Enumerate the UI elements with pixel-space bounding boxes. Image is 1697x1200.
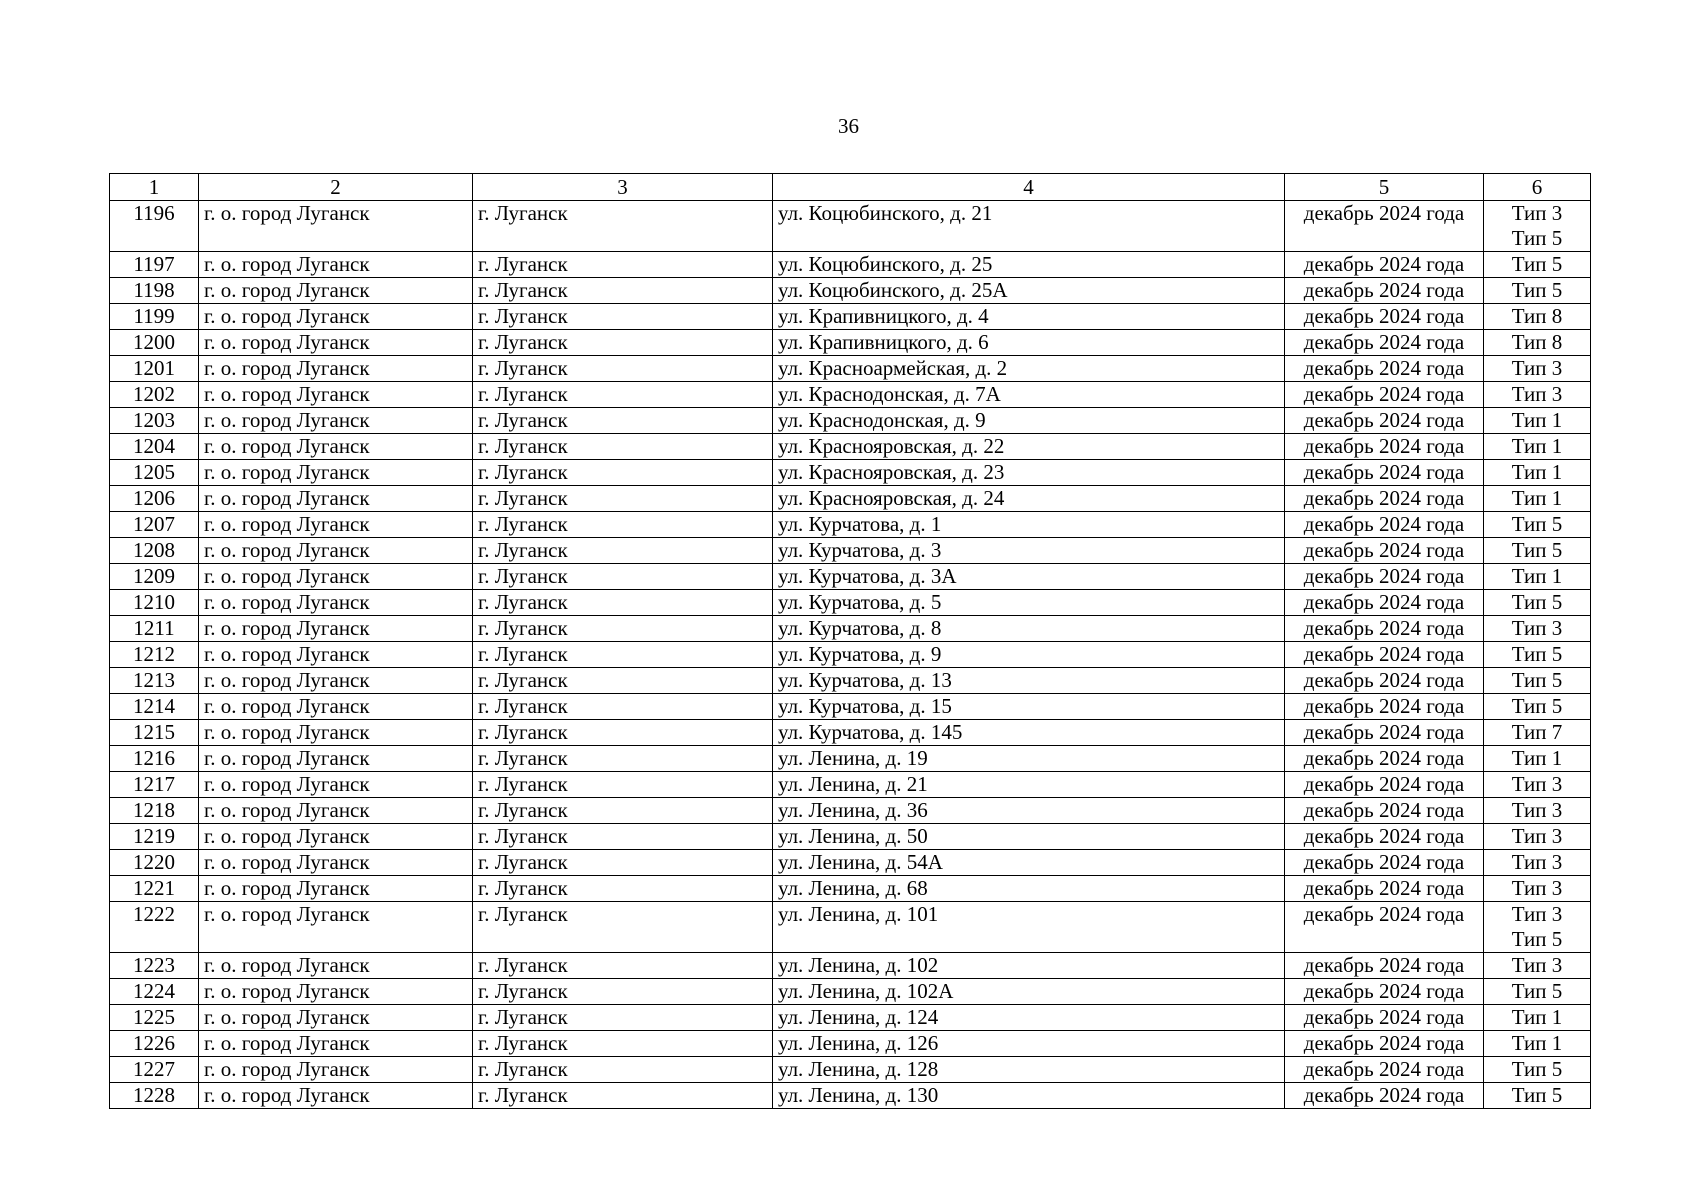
type-label: Тип 1 [1511, 434, 1563, 458]
column-header-6: 6 [1484, 174, 1591, 201]
city-cell: г. Луганск [473, 408, 773, 434]
period-cell: декабрь 2024 года [1285, 382, 1484, 408]
period-cell: декабрь 2024 года [1285, 824, 1484, 850]
address-cell: ул. Ленина, д. 54А [773, 850, 1285, 876]
district-cell: г. о. город Луганск [199, 668, 473, 694]
district-cell: г. о. город Луганск [199, 1057, 473, 1083]
type-cell [1484, 1057, 1591, 1083]
row-number: 1228 [110, 1083, 199, 1109]
district-cell: г. о. город Луганск [199, 642, 473, 668]
city-cell: г. Луганск [473, 330, 773, 356]
row-number: 1218 [110, 798, 199, 824]
type-label: Тип 3 [1511, 772, 1563, 796]
address-cell: ул. Курчатова, д. 1 [773, 512, 1285, 538]
district-cell: г. о. город Луганск [199, 201, 473, 252]
type-label: Тип 1 [1511, 746, 1563, 770]
row-number: 1201 [110, 356, 199, 382]
type-label: Тип 1 [1511, 486, 1563, 510]
type-cell [1484, 538, 1591, 564]
type-label: Тип 7 [1511, 720, 1563, 744]
table-row [110, 512, 1591, 538]
address-cell: ул. Курчатова, д. 145 [773, 720, 1285, 746]
table-row [110, 772, 1591, 798]
type-cell [1484, 876, 1591, 902]
city-cell: г. Луганск [473, 382, 773, 408]
row-number: 1220 [110, 850, 199, 876]
district-cell: г. о. город Луганск [199, 616, 473, 642]
district-cell: г. о. город Луганск [199, 278, 473, 304]
period-cell: декабрь 2024 года [1285, 668, 1484, 694]
row-number: 1202 [110, 382, 199, 408]
period-cell: декабрь 2024 года [1285, 330, 1484, 356]
period-cell: декабрь 2024 года [1285, 408, 1484, 434]
column-header-2: 2 [199, 174, 473, 201]
type-label: Тип 3 [1511, 850, 1563, 874]
column-header-1: 1 [110, 174, 199, 201]
table-row [110, 798, 1591, 824]
column-header-4: 4 [773, 174, 1285, 201]
type-cell [1484, 746, 1591, 772]
row-number: 1207 [110, 512, 199, 538]
type-cell [1484, 668, 1591, 694]
address-cell: ул. Курчатова, д. 3 [773, 538, 1285, 564]
district-cell: г. о. город Луганск [199, 720, 473, 746]
district-cell: г. о. город Луганск [199, 590, 473, 616]
type-cell [1484, 720, 1591, 746]
period-cell: декабрь 2024 года [1285, 590, 1484, 616]
row-number: 1196 [110, 201, 199, 252]
period-cell: декабрь 2024 года [1285, 304, 1484, 330]
district-cell: г. о. город Луганск [199, 382, 473, 408]
type-cell [1484, 772, 1591, 798]
page-number: 36 [838, 114, 859, 138]
row-number: 1221 [110, 876, 199, 902]
period-cell: декабрь 2024 года [1285, 694, 1484, 720]
period-cell: декабрь 2024 года [1285, 772, 1484, 798]
district-cell: г. о. город Луганск [199, 850, 473, 876]
period-cell: декабрь 2024 года [1285, 902, 1484, 953]
type-cell [1484, 460, 1591, 486]
address-cell: ул. Краснодонская, д. 7А [773, 382, 1285, 408]
header-row [110, 174, 1591, 201]
period-cell: декабрь 2024 года [1285, 1057, 1484, 1083]
row-number: 1211 [110, 616, 199, 642]
period-cell: декабрь 2024 года [1285, 746, 1484, 772]
address-cell: ул. Ленина, д. 126 [773, 1031, 1285, 1057]
type-label: Тип 3 [1511, 953, 1563, 977]
table-row [110, 850, 1591, 876]
period-cell: декабрь 2024 года [1285, 486, 1484, 512]
table-row [110, 953, 1591, 979]
type-cell [1484, 408, 1591, 434]
row-number: 1206 [110, 486, 199, 512]
table-row [110, 668, 1591, 694]
column-header-3: 3 [473, 174, 773, 201]
table-row [110, 278, 1591, 304]
type-cell [1484, 1083, 1591, 1109]
type-label: Тип 3 [1511, 824, 1563, 848]
type-label: Тип 3 [1511, 798, 1563, 822]
district-cell: г. о. город Луганск [199, 486, 473, 512]
address-cell: ул. Курчатова, д. 8 [773, 616, 1285, 642]
period-cell: декабрь 2024 года [1285, 642, 1484, 668]
type-cell [1484, 486, 1591, 512]
type-label: Тип 1 [1511, 408, 1563, 432]
type-label: Тип 5 [1511, 590, 1563, 614]
type-cell [1484, 642, 1591, 668]
table-row [110, 434, 1591, 460]
city-cell: г. Луганск [473, 876, 773, 902]
address-cell: ул. Крапивницкого, д. 6 [773, 330, 1285, 356]
table-row [110, 1005, 1591, 1031]
district-cell: г. о. город Луганск [199, 798, 473, 824]
column-header-5: 5 [1285, 174, 1484, 201]
type-label: Тип 5 [1511, 252, 1563, 276]
period-cell: декабрь 2024 года [1285, 953, 1484, 979]
district-cell: г. о. город Луганск [199, 953, 473, 979]
address-cell: ул. Ленина, д. 21 [773, 772, 1285, 798]
period-cell: декабрь 2024 года [1285, 278, 1484, 304]
type-cell [1484, 252, 1591, 278]
district-cell: г. о. город Луганск [199, 356, 473, 382]
period-cell: декабрь 2024 года [1285, 356, 1484, 382]
type-cell [1484, 356, 1591, 382]
table-row [110, 304, 1591, 330]
district-cell: г. о. город Луганск [199, 538, 473, 564]
address-cell: ул. Коцюбинского, д. 25 [773, 252, 1285, 278]
table-row [110, 252, 1591, 278]
address-cell: ул. Курчатова, д. 15 [773, 694, 1285, 720]
table-header [110, 174, 1591, 201]
type-label: Тип 5 [1511, 1083, 1563, 1107]
district-cell: г. о. город Луганск [199, 330, 473, 356]
city-cell: г. Луганск [473, 1005, 773, 1031]
city-cell: г. Луганск [473, 772, 773, 798]
address-cell: ул. Курчатова, д. 3А [773, 564, 1285, 590]
district-cell: г. о. город Луганск [199, 512, 473, 538]
address-cell: ул. Курчатова, д. 13 [773, 668, 1285, 694]
type-cell [1484, 616, 1591, 642]
type-cell [1484, 564, 1591, 590]
period-cell: декабрь 2024 года [1285, 252, 1484, 278]
row-number: 1222 [110, 902, 199, 953]
type-label: Тип 3 [1511, 382, 1563, 406]
type-label: Тип 3 [1511, 616, 1563, 640]
period-cell: декабрь 2024 года [1285, 201, 1484, 252]
table-body [110, 201, 1591, 1109]
type-label: Тип 5 [1511, 278, 1563, 302]
district-cell: г. о. город Луганск [199, 1005, 473, 1031]
city-cell: г. Луганск [473, 902, 773, 953]
city-cell: г. Луганск [473, 694, 773, 720]
row-number: 1215 [110, 720, 199, 746]
period-cell: декабрь 2024 года [1285, 979, 1484, 1005]
type-label: Тип 5 [1511, 979, 1563, 1003]
address-cell: ул. Красноармейская, д. 2 [773, 356, 1285, 382]
district-cell: г. о. город Луганск [199, 252, 473, 278]
row-number: 1199 [110, 304, 199, 330]
type-label: Тип 1 [1511, 1005, 1563, 1029]
row-number: 1197 [110, 252, 199, 278]
type-cell [1484, 278, 1591, 304]
address-cell: ул. Ленина, д. 102А [773, 979, 1285, 1005]
table-row [110, 824, 1591, 850]
table-row [110, 564, 1591, 590]
register-table [109, 173, 1591, 1109]
table-row [110, 538, 1591, 564]
type-label: Тип 8 [1511, 304, 1563, 328]
type-cell [1484, 979, 1591, 1005]
city-cell: г. Луганск [473, 746, 773, 772]
table-row [110, 486, 1591, 512]
address-cell: ул. Ленина, д. 124 [773, 1005, 1285, 1031]
city-cell: г. Луганск [473, 720, 773, 746]
city-cell: г. Луганск [473, 798, 773, 824]
city-cell: г. Луганск [473, 356, 773, 382]
row-number: 1213 [110, 668, 199, 694]
city-cell: г. Луганск [473, 486, 773, 512]
row-number: 1214 [110, 694, 199, 720]
address-cell: ул. Ленина, д. 68 [773, 876, 1285, 902]
period-cell: декабрь 2024 года [1285, 512, 1484, 538]
address-cell: ул. Коцюбинского, д. 25А [773, 278, 1285, 304]
period-cell: декабрь 2024 года [1285, 538, 1484, 564]
city-cell: г. Луганск [473, 538, 773, 564]
address-cell: ул. Ленина, д. 50 [773, 824, 1285, 850]
period-cell: декабрь 2024 года [1285, 460, 1484, 486]
row-number: 1216 [110, 746, 199, 772]
address-cell: ул. Ленина, д. 19 [773, 746, 1285, 772]
city-cell: г. Луганск [473, 668, 773, 694]
period-cell: декабрь 2024 года [1285, 434, 1484, 460]
address-cell: ул. Ленина, д. 36 [773, 798, 1285, 824]
type-cell [1484, 694, 1591, 720]
type-cell [1484, 824, 1591, 850]
city-cell: г. Луганск [473, 1083, 773, 1109]
city-cell: г. Луганск [473, 460, 773, 486]
type-label: Тип 3 [1511, 876, 1563, 900]
row-number: 1212 [110, 642, 199, 668]
city-cell: г. Луганск [473, 201, 773, 252]
row-number: 1227 [110, 1057, 199, 1083]
type-label: Тип 5 [1511, 927, 1563, 951]
type-label: Тип 1 [1511, 564, 1563, 588]
type-label: Тип 5 [1511, 694, 1563, 718]
district-cell: г. о. город Луганск [199, 460, 473, 486]
table-row [110, 1083, 1591, 1109]
city-cell: г. Луганск [473, 434, 773, 460]
type-label: Тип 1 [1511, 1031, 1563, 1055]
row-number: 1224 [110, 979, 199, 1005]
table-row [110, 642, 1591, 668]
type-cell [1484, 434, 1591, 460]
table-row [110, 382, 1591, 408]
type-label: Тип 8 [1511, 330, 1563, 354]
city-cell: г. Луганск [473, 850, 773, 876]
type-label: Тип 5 [1511, 226, 1563, 250]
address-cell: ул. Ленина, д. 130 [773, 1083, 1285, 1109]
city-cell: г. Луганск [473, 642, 773, 668]
row-number: 1225 [110, 1005, 199, 1031]
type-cell [1484, 953, 1591, 979]
table-row [110, 408, 1591, 434]
type-cell [1484, 512, 1591, 538]
city-cell: г. Луганск [473, 512, 773, 538]
address-cell: ул. Краснояровская, д. 23 [773, 460, 1285, 486]
type-label: Тип 1 [1511, 460, 1563, 484]
type-cell [1484, 330, 1591, 356]
type-cell [1484, 798, 1591, 824]
type-label: Тип 5 [1511, 538, 1563, 562]
period-cell: декабрь 2024 года [1285, 850, 1484, 876]
city-cell: г. Луганск [473, 590, 773, 616]
address-cell: ул. Краснояровская, д. 22 [773, 434, 1285, 460]
district-cell: г. о. город Луганск [199, 979, 473, 1005]
row-number: 1203 [110, 408, 199, 434]
district-cell: г. о. город Луганск [199, 434, 473, 460]
table-row [110, 356, 1591, 382]
table-row [110, 746, 1591, 772]
table-row [110, 902, 1591, 953]
city-cell: г. Луганск [473, 979, 773, 1005]
district-cell: г. о. город Луганск [199, 694, 473, 720]
period-cell: декабрь 2024 года [1285, 1031, 1484, 1057]
city-cell: г. Луганск [473, 304, 773, 330]
type-cell [1484, 201, 1591, 252]
table-row [110, 330, 1591, 356]
city-cell: г. Луганск [473, 564, 773, 590]
period-cell: декабрь 2024 года [1285, 720, 1484, 746]
type-cell [1484, 902, 1591, 953]
table-row [110, 1031, 1591, 1057]
district-cell: г. о. город Луганск [199, 304, 473, 330]
row-number: 1205 [110, 460, 199, 486]
type-label: Тип 5 [1511, 1057, 1563, 1081]
table-row [110, 1057, 1591, 1083]
address-cell: ул. Коцюбинского, д. 21 [773, 201, 1285, 252]
period-cell: декабрь 2024 года [1285, 1083, 1484, 1109]
address-cell: ул. Курчатова, д. 9 [773, 642, 1285, 668]
city-cell: г. Луганск [473, 1057, 773, 1083]
type-cell [1484, 382, 1591, 408]
district-cell: г. о. город Луганск [199, 902, 473, 953]
row-number: 1209 [110, 564, 199, 590]
type-cell [1484, 1031, 1591, 1057]
table-row [110, 616, 1591, 642]
district-cell: г. о. город Луганск [199, 746, 473, 772]
district-cell: г. о. город Луганск [199, 1083, 473, 1109]
table-row [110, 720, 1591, 746]
city-cell: г. Луганск [473, 616, 773, 642]
address-cell: ул. Крапивницкого, д. 4 [773, 304, 1285, 330]
type-cell [1484, 304, 1591, 330]
address-cell: ул. Курчатова, д. 5 [773, 590, 1285, 616]
address-cell: ул. Краснодонская, д. 9 [773, 408, 1285, 434]
district-cell: г. о. город Луганск [199, 824, 473, 850]
type-label: Тип 5 [1511, 642, 1563, 666]
row-number: 1219 [110, 824, 199, 850]
row-number: 1200 [110, 330, 199, 356]
type-label: Тип 5 [1511, 668, 1563, 692]
period-cell: декабрь 2024 года [1285, 1005, 1484, 1031]
district-cell: г. о. город Луганск [199, 876, 473, 902]
row-number: 1198 [110, 278, 199, 304]
row-number: 1204 [110, 434, 199, 460]
type-label: Тип 3 [1511, 902, 1563, 926]
type-cell [1484, 1005, 1591, 1031]
type-label: Тип 5 [1511, 512, 1563, 536]
city-cell: г. Луганск [473, 1031, 773, 1057]
address-cell: ул. Ленина, д. 101 [773, 902, 1285, 953]
period-cell: декабрь 2024 года [1285, 798, 1484, 824]
city-cell: г. Луганск [473, 252, 773, 278]
city-cell: г. Луганск [473, 278, 773, 304]
district-cell: г. о. город Луганск [199, 772, 473, 798]
row-number: 1210 [110, 590, 199, 616]
period-cell: декабрь 2024 года [1285, 616, 1484, 642]
table-row [110, 590, 1591, 616]
city-cell: г. Луганск [473, 824, 773, 850]
row-number: 1208 [110, 538, 199, 564]
period-cell: декабрь 2024 года [1285, 876, 1484, 902]
address-cell: ул. Ленина, д. 102 [773, 953, 1285, 979]
address-cell: ул. Краснояровская, д. 24 [773, 486, 1285, 512]
row-number: 1223 [110, 953, 199, 979]
type-label: Тип 3 [1511, 201, 1563, 225]
district-cell: г. о. город Луганск [199, 408, 473, 434]
city-cell: г. Луганск [473, 953, 773, 979]
table-row [110, 460, 1591, 486]
table-row [110, 694, 1591, 720]
row-number: 1217 [110, 772, 199, 798]
district-cell: г. о. город Луганск [199, 1031, 473, 1057]
type-cell [1484, 850, 1591, 876]
type-cell [1484, 590, 1591, 616]
table-row [110, 201, 1591, 252]
district-cell: г. о. город Луганск [199, 564, 473, 590]
period-cell: декабрь 2024 года [1285, 564, 1484, 590]
type-label: Тип 3 [1511, 356, 1563, 380]
table-row [110, 979, 1591, 1005]
row-number: 1226 [110, 1031, 199, 1057]
address-cell: ул. Ленина, д. 128 [773, 1057, 1285, 1083]
table-row [110, 876, 1591, 902]
